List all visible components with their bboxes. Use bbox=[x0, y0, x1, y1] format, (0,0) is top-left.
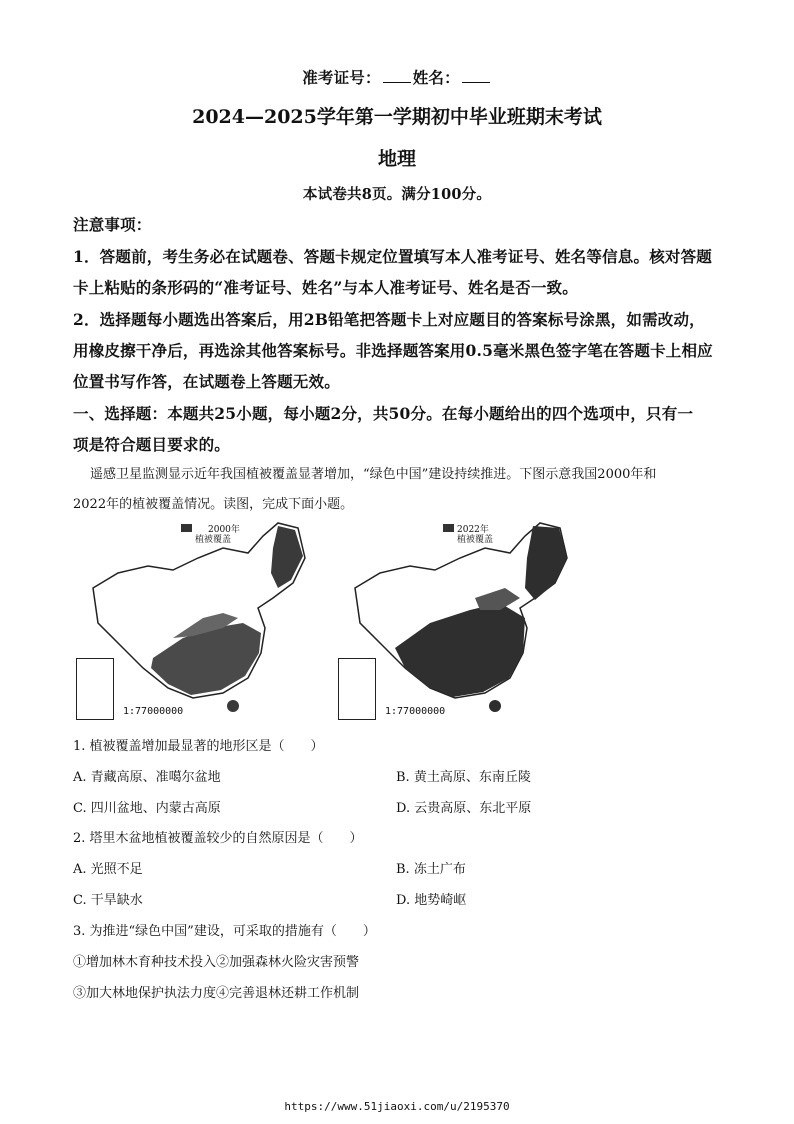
footer-url[interactable]: https://www.51jiaoxi.com/u/2195370 bbox=[284, 1100, 510, 1113]
map-2000-south-china-sea-inset bbox=[76, 658, 114, 720]
question-1-stem: 1. 植被覆盖增加最显著的地形区是（ ） bbox=[73, 739, 324, 754]
question-1-option-c: C. 四川盆地、内蒙古高原 bbox=[73, 801, 221, 816]
exam-title: 2024—2025学年第一学期初中毕业班期末考试 bbox=[192, 106, 602, 128]
subject-title: 地理 bbox=[377, 148, 416, 170]
note-line-2: 卡上粘贴的条形码的“准考证号、姓名”与本人准考证号、姓名是否一致。 bbox=[73, 278, 578, 297]
question-3-item-line-2: ③加大林地保护执法力度④完善退林还耕工作机制 bbox=[73, 986, 360, 1001]
question-2-stem: 2. 塔里木盆地植被覆盖较少的自然原因是（ ） bbox=[73, 831, 363, 846]
question-3-item-line-1: ①增加林木育种技术投入②加强森林火险灾害预警 bbox=[73, 955, 360, 970]
name-label: 姓名： bbox=[412, 68, 460, 87]
id-blank bbox=[383, 81, 411, 83]
map-2022-scale: 1:77000000 bbox=[385, 706, 446, 717]
vegetation-map-2000 bbox=[73, 518, 318, 718]
passage-line-2: 2022年的植被覆盖情况。读图，完成下面小题。 bbox=[73, 497, 354, 512]
footer-link[interactable] bbox=[0, 1100, 794, 1113]
note-line-3: 2．选择题每小题选出答案后，用2B铅笔把答题卡上对应题目的答案标号涂黑，如需改动， bbox=[73, 310, 705, 329]
map-2022-year: 2022年 bbox=[457, 525, 489, 535]
question-3-stem: 3. 为推进“绿色中国”建设，可采取的措施有（ ） bbox=[73, 924, 376, 939]
note-line-1: 1．答题前，考生务必在试题卷、答题卡规定位置填写本人准考证号、姓名等信息。核对答题 bbox=[73, 247, 712, 266]
note-line-5: 位置书写作答，在试题卷上答题无效。 bbox=[73, 372, 340, 391]
section-line-1: 一、选择题：本题共25小题，每小题2分，共50分。在每小题给出的四个选项中，只有一 bbox=[73, 404, 694, 423]
id-label: 准考证号： bbox=[302, 68, 381, 87]
passage-line-1: 遥感卫星监测显示近年我国植被覆盖显著增加，“绿色中国”建设持续推进。下图示意我国2000年和 bbox=[90, 467, 657, 482]
candidate-info-line bbox=[0, 66, 794, 88]
note-line-4: 用橡皮擦干净后，再选涂其他答案标号。非选择题答案用0.5毫米黑色签字笔在答题卡上相应 bbox=[73, 341, 713, 360]
question-2-option-b: B. 冻土广布 bbox=[396, 862, 466, 877]
question-2-option-d: D. 地势崎岖 bbox=[396, 893, 467, 908]
map-2022-legend: 植被覆盖 bbox=[457, 535, 494, 545]
map-2000-legend: 植被覆盖 bbox=[195, 535, 232, 545]
name-blank bbox=[462, 81, 490, 83]
notes-heading: 注意事项： bbox=[73, 215, 152, 234]
section-line-2: 项是符合题目要求的。 bbox=[73, 435, 231, 454]
question-1-option-a: A. 青藏高原、准噶尔盆地 bbox=[73, 770, 221, 785]
map-2000-scale: 1:77000000 bbox=[123, 706, 184, 717]
question-1-option-d: D. 云贵高原、东北平原 bbox=[396, 801, 532, 816]
map-2022-south-china-sea-inset bbox=[338, 658, 376, 720]
vegetation-map-2022 bbox=[335, 518, 580, 718]
question-1-option-b: B. 黄土高原、东南丘陵 bbox=[396, 770, 531, 785]
map-2000-year: 2000年 bbox=[208, 525, 240, 535]
question-2-option-c: C. 干旱缺水 bbox=[73, 893, 143, 908]
question-2-option-a: A. 光照不足 bbox=[73, 862, 143, 877]
exam-info: 本试卷共8页。满分100分。 bbox=[302, 186, 492, 203]
